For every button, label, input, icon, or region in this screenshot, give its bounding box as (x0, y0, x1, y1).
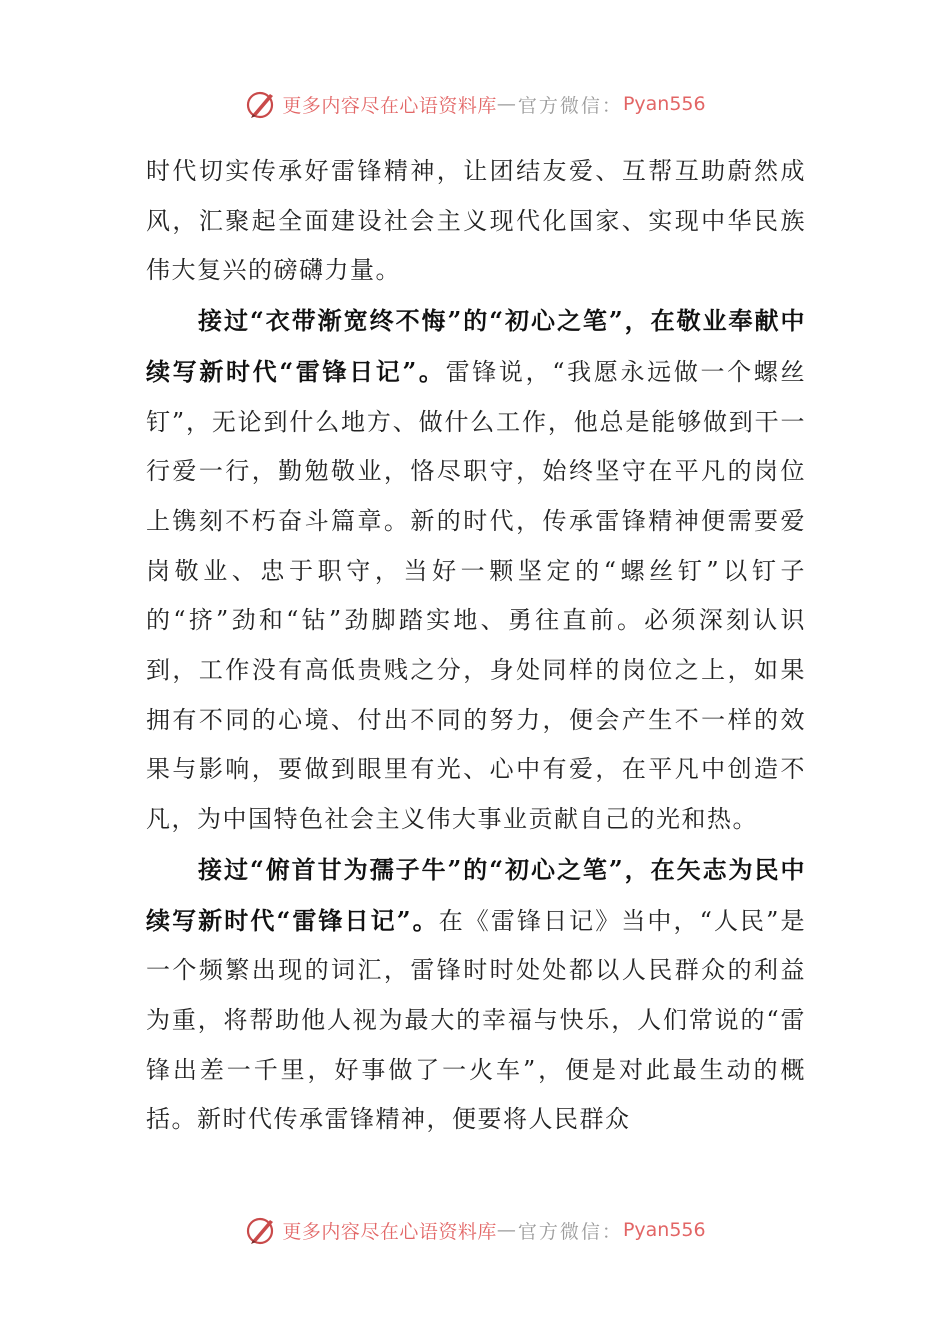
paragraph-1-body: 时代切实传承好雷锋精神，让团结友爱、互帮互助蔚然成风，汇聚起全面建设社会主义现代化国家、实现中华民族伟大复兴的磅礴力量。 (146, 157, 806, 285)
header-watermark-banner (0, 84, 950, 124)
footer-contact-label: 官方微信： (517, 1220, 623, 1243)
paragraph-3-body: 在《雷锋日记》当中，“人民”是一个频繁出现的词汇，雷锋时时处处都以人民群众的利益为重，将帮助他人视为最大的幸福与快乐，人们常说的“雷锋出差一千里，好事做了一火车”，便是对此最生动的概括。新时代传承雷锋精神，便要将人民群众 (146, 906, 807, 1134)
paragraph-2-lead: 接过“衣带渐宽终不悔”的“初心之笔”，在敬业奉献中续写新时代“雷锋日记”。 (146, 306, 806, 386)
footer-contact-id: Pyan556 (622, 1219, 706, 1241)
document-body (146, 147, 806, 1145)
banner-contact-label: 官方微信： (517, 94, 623, 117)
paragraph-1 (146, 147, 806, 296)
footer-watermark-banner (0, 1210, 950, 1250)
footer-site-text: 更多内容尽在心语资料库 (282, 1220, 497, 1243)
paragraph-3-lead: 接过“俯首甘为孺子牛”的“初心之笔”，在矢志为民中续写新时代“雷锋日记”。 (146, 854, 806, 935)
paragraph-3 (146, 845, 806, 1145)
pen-circle-icon (244, 87, 278, 121)
banner-dash: — (496, 93, 518, 115)
footer-dash: — (496, 1219, 518, 1241)
banner-site-text: 更多内容尽在心语资料库 (282, 94, 497, 117)
paragraph-2 (146, 296, 806, 845)
banner-contact-id: Pyan556 (622, 93, 706, 115)
pen-circle-icon (244, 1213, 278, 1247)
paragraph-2-body: 雷锋说，“我愿永远做一个螺丝钉”，无论到什么地方、做什么工作，他总是能够做到干一行爱一行，勤勉敬业，恪尽职守，始终坚守在平凡的岗位上镌刻不朽奋斗篇章。新的时代，传承雷锋精神便需要爱岗敬业、忠于职守，当好一颗坚定的“螺丝钉”以钉子的“挤”劲和“钻”劲脚踏实地、勇往直前。必须深刻认识到，工作没有高低贵贱之分，身处同样的岗位之上，如果拥有不同的心境、付出不同的努力，便会产生不一样的效果与影响，要做到眼里有光、心中有爱，在平凡中创造不凡，为中国特色社会主义伟大事业贡献自己的光和热。 (146, 357, 806, 834)
